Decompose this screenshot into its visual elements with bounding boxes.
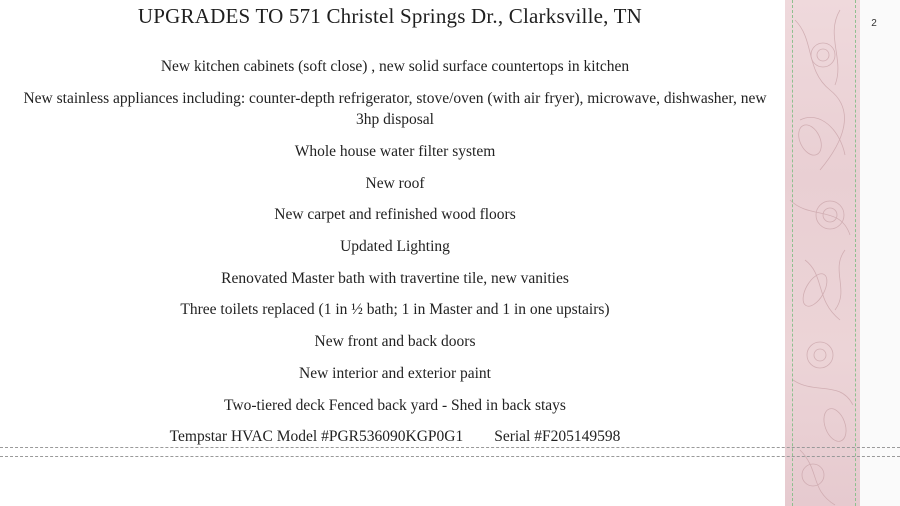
guide-line-vertical (855, 0, 856, 506)
upgrade-item: Updated Lighting (340, 238, 450, 255)
upgrade-item: Tempstar HVAC Model #PGR536090KGP0G1 Serial #F205149598 (169, 428, 621, 445)
slide-title: UPGRADES TO 571 Christel Springs Dr., Clarksville, TN (137, 4, 643, 28)
upgrade-item: New front and back doors (314, 333, 476, 350)
guide-line-horizontal (0, 447, 900, 448)
guide-line-vertical (792, 0, 793, 506)
upgrade-item: New carpet and refinished wood floors (274, 206, 516, 223)
right-margin (860, 0, 900, 506)
floral-side-band (785, 0, 860, 506)
upgrade-item: Whole house water filter system (294, 143, 496, 160)
upgrade-item: New interior and exterior paint (299, 365, 491, 382)
upgrade-item: Three toilets replaced (1 in ½ bath; 1 in Master and 1 in one upstairs) (180, 301, 610, 318)
upgrade-item: Renovated Master bath with travertine tile, new vanities (221, 270, 569, 287)
page-number: 2 (871, 18, 877, 29)
upgrade-item: New roof (365, 175, 425, 192)
upgrade-item: New stainless appliances including: counter-depth refrigerator, stove/oven (with air fryer), microwave, dishwasher, new 3hp disposal (23, 90, 767, 128)
upgrade-item: Two-tiered deck Fenced back yard - Shed in back stays (224, 397, 566, 414)
floral-pattern (785, 0, 860, 506)
upgrade-item: New kitchen cabinets (soft close) , new solid surface countertops in kitchen (160, 58, 630, 75)
guide-line-horizontal (0, 456, 900, 457)
